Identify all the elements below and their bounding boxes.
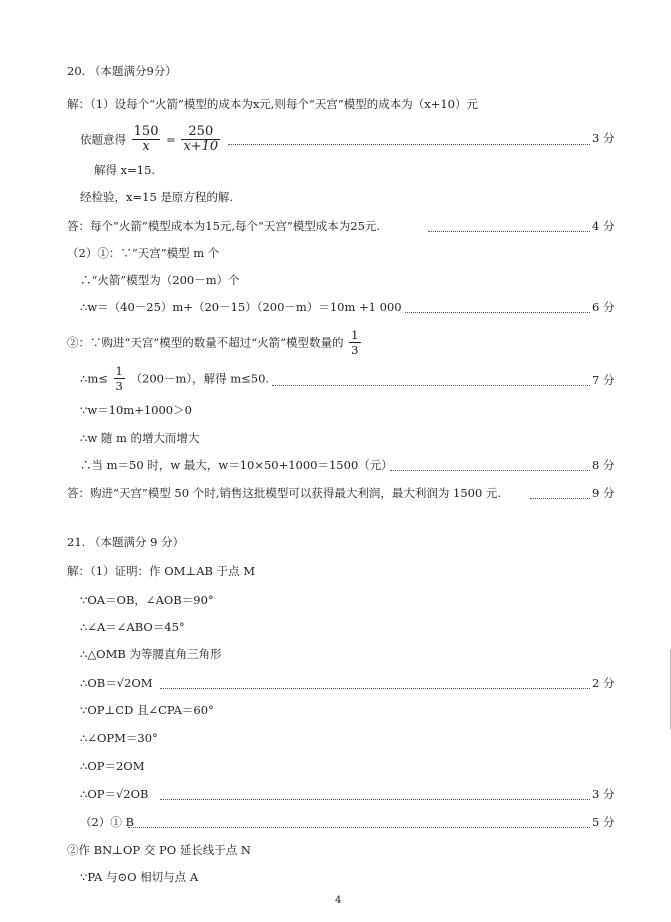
q20-part2-line2: ∴“火箭”模型为（200－m）个 (80, 273, 240, 287)
q20-part2-line1: （2）①：∵“天宫”模型 m 个 (67, 246, 220, 260)
q21-line9-score: 3 分 (592, 787, 615, 801)
q20-answer2: 答：购进“天宫”模型 50 个时,销售这批模型可以获得最大利润，最大利润为 1500 元. (67, 486, 502, 500)
q20-eq-score: 3 分 (592, 131, 615, 145)
leader-dots (160, 799, 590, 800)
q21-line12: ∵PA 与⊙O 相切与点 A (80, 870, 199, 884)
q20-eq-equals: = (166, 132, 176, 147)
q20-part2-line4 (67, 328, 363, 357)
q21-line11: ②作 BN⊥OP 交 PO 延长线于点 N (67, 843, 251, 857)
q20-eq-right-den: x+10 (183, 139, 219, 154)
q20-part2-line7: ∴w 随 m 的增大而增大 (80, 431, 200, 445)
q21-line2: ∵OA＝OB，∠AOB＝90° (80, 593, 214, 607)
q20-eq-right-num: 250 (181, 125, 220, 140)
q20-solve: 解得 x=15. (94, 163, 156, 177)
q21-header: 21. （本题满分 9 分） (67, 535, 185, 549)
q20-equation (80, 125, 222, 154)
frac-num: 1 (115, 364, 123, 378)
q20-answer1: 答：每个“火箭”模型成本为15元,每个“天宫”模型成本为25元. (67, 219, 381, 233)
q20-eq-prefix: 依题意得 (80, 132, 126, 147)
q20-part2-line5 (80, 364, 269, 393)
q21-line9: ∴OP＝√2OB (80, 787, 149, 801)
q20-part2-line5-score: 7 分 (592, 373, 615, 387)
q21-line10: （2）① B (80, 815, 134, 829)
q21-line6: ∵OP⊥CD 且∠CPA＝60° (80, 703, 214, 717)
q21-line1: 解：（1）证明：作 OM⊥AB 于点 M (67, 564, 256, 578)
leader-dots (428, 231, 590, 232)
q20-part2-line8-score: 8 分 (592, 458, 615, 472)
q20-answer2-score: 9 分 (592, 486, 615, 500)
frac-den: 3 (351, 343, 359, 357)
q20-check: 经检验，x=15 是原方程的解. (80, 190, 234, 204)
q20-part2-line3: ∴w＝（40－25）m+（20－15）（200－m）＝10m +1 000 (80, 300, 402, 314)
leader-dots (530, 498, 590, 499)
q20-header: 20. （本题满分9分） (67, 64, 177, 78)
q20-part2-line5-fraction (114, 364, 125, 393)
q21-line5-score: 2 分 (592, 676, 615, 690)
q21-line4: ∴△OMB 为等腰直角三角形 (80, 647, 222, 661)
q20-part2-line5-pre: ∴m≤ (80, 371, 108, 386)
q20-answer1-score: 4 分 (592, 219, 615, 233)
q20-part2-line5-post: （200－m），解得 m≤50. (130, 371, 270, 386)
leader-dots (228, 144, 590, 145)
leader-dots (390, 470, 590, 471)
q20-eq-right-fraction (181, 125, 220, 154)
page-number: 4 (335, 895, 342, 906)
q20-part2-line4-text: ②：∵购进“天宫”模型的数量不超过“火箭”模型数量的 (67, 335, 344, 350)
q21-line5: ∴OB＝√2OM (80, 676, 153, 690)
q20-part2-line4-fraction (349, 328, 360, 357)
frac-num: 1 (351, 328, 359, 342)
q21-line10-score: 5 分 (592, 815, 615, 829)
q20-eq-left-fraction (132, 125, 161, 154)
q20-part2-line8: ∴当 m＝50 时，w 最大，w＝10×50+1000＝1500（元） (80, 458, 393, 472)
leader-dots (405, 312, 590, 313)
q20-part1-setup: 解：（1）设每个“火箭”模型的成本为x元,则每个“天宫”模型的成本为（x+10）元 (67, 97, 478, 111)
q21-line3: ∴∠A＝∠ABO＝45° (80, 620, 185, 634)
leader-dots (128, 827, 590, 828)
q20-part2-line6: ∵w＝10m+1000＞0 (80, 403, 192, 417)
leader-dots (272, 385, 590, 386)
leader-dots (160, 688, 590, 689)
q20-eq-left-num: 150 (133, 124, 159, 139)
q20-part2-line3-score: 6 分 (592, 300, 615, 314)
frac-den: 3 (115, 379, 123, 393)
q21-line7: ∴∠OPM＝30° (80, 731, 158, 745)
q21-line8: ∴OP＝2OM (80, 759, 145, 773)
q20-eq-left-den: x (142, 139, 150, 154)
